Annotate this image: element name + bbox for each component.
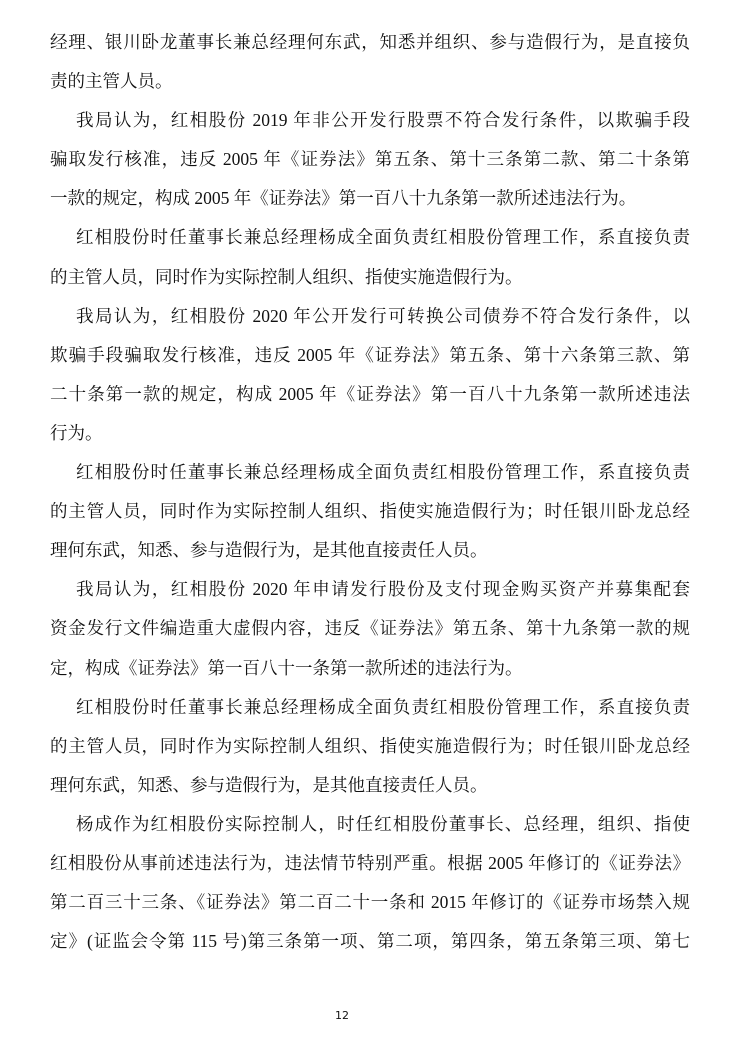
document-body [50,23,690,961]
paragraph [50,218,690,296]
text-line: 第二百三十三条、《证券法》第二百二十一条和 2015 年修订的《证券市场禁入规 [50,892,690,913]
paragraph [50,570,690,687]
text-line: 欺骗手段骗取发行核准，违反 2005 年《证券法》第五条、第十六条第三款、第 [50,344,690,365]
paragraph [50,805,690,961]
page-number: 12 [335,1009,349,1022]
text-line: 红相股份时任董事长兼总经理杨成全面负责红相股份管理工作，系直接负责 [76,462,690,483]
text-line: 我局认为，红相股份 2020 年公开发行可转换公司债券不符合发行条件，以 [76,305,690,326]
text-line: 责的主管人员。 [50,71,173,92]
text-line: 的主管人员，同时作为实际控制人组织、指使实施造假行为。 [50,266,523,287]
text-line: 定，构成《证券法》第一百八十一条第一款所述的违法行为。 [50,657,523,678]
text-line: 理何东武，知悉、参与造假行为，是其他直接责任人员。 [50,540,488,561]
paragraph [50,453,690,570]
text-line: 理何东武，知悉、参与造假行为，是其他直接责任人员。 [50,774,488,795]
text-line: 二十条第一款的规定，构成 2005 年《证券法》第一百八十九条第一款所述违法 [50,383,690,404]
text-line: 定》(证监会令第 115 号)第三条第一项、第二项，第四条，第五条第三项、第七 [50,931,690,952]
paragraph [50,101,690,218]
text-line: 资金发行文件编造重大虚假内容，违反《证券法》第五条、第十九条第一款的规 [50,618,690,639]
text-line: 红相股份时任董事长兼总经理杨成全面负责红相股份管理工作，系直接负责 [76,227,690,248]
text-line: 的主管人员，同时作为实际控制人组织、指使实施造假行为；时任银川卧龙总经 [50,501,690,522]
text-line: 一款的规定，构成 2005 年《证券法》第一百八十九条第一款所述违法行为。 [50,188,637,209]
text-line: 杨成作为红相股份实际控制人，时任红相股份董事长、总经理，组织、指使 [76,813,690,834]
text-line: 行为。 [50,422,103,443]
paragraph [50,688,690,805]
text-line: 的主管人员，同时作为实际控制人组织、指使实施造假行为；时任银川卧龙总经 [50,735,690,756]
text-line: 我局认为，红相股份 2019 年非公开发行股票不符合发行条件，以欺骗手段 [76,110,690,131]
text-line: 红相股份时任董事长兼总经理杨成全面负责红相股份管理工作，系直接负责 [76,696,690,717]
text-line: 骗取发行核准，违反 2005 年《证券法》第五条、第十三条第二款、第二十条第 [50,149,690,170]
text-line: 经理、银川卧龙董事长兼总经理何东武，知悉并组织、参与造假行为，是直接负 [50,32,690,52]
text-line: 我局认为，红相股份 2020 年申请发行股份及支付现金购买资产并募集配套 [76,579,690,600]
paragraph [50,23,690,101]
paragraph [50,297,690,453]
text-line: 红相股份从事前述违法行为，违法情节特别严重。根据 2005 年修订的《证券法》 [50,852,690,873]
